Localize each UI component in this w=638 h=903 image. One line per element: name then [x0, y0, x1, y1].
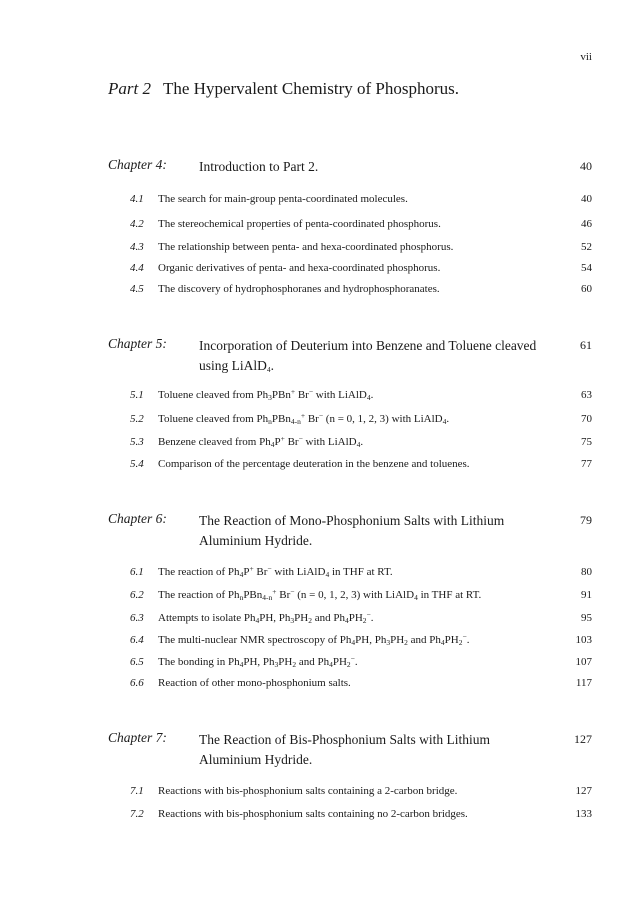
section-page: 95 [581, 612, 592, 624]
section-row [130, 785, 592, 803]
chapter-title: The Reaction of Mono-Phosphonium Salts with Lithium Aluminium Hydride. [199, 513, 505, 548]
section-page: 63 [581, 389, 592, 401]
section-number: 5.1 [130, 389, 144, 401]
part-title: The Hypervalent Chemistry of Phosphorus. [162, 79, 460, 98]
section-page: 103 [575, 634, 592, 646]
section-number: 4.2 [130, 218, 144, 230]
section-title: The relationship between penta- and hexa-coordinated phosphorus. [158, 241, 454, 253]
section-title: Toluene cleaved from $Ph_nPBn_{4-n}^+$ Br− (n = 0, 1, 2, 3) with LiAlD$_4$. [158, 411, 450, 426]
chapter-label: Chapter 5: [108, 336, 167, 351]
section-number: 5.2 [130, 413, 144, 425]
section-number: 5.3 [130, 436, 144, 448]
chapter-page: 40 [580, 159, 592, 173]
section-number: 4.3 [130, 241, 144, 253]
section-title: Benzene cleaved from $Ph_4P^+$ Br− with LiAlD$_4$. [158, 434, 364, 449]
section-title: Toluene cleaved from $Ph_3PBn^+$ Br− with LiAlD$_4$. [158, 387, 374, 402]
section-title: Organic derivatives of penta- and hexa-coordinated phosphorus. [158, 262, 441, 274]
section-row [130, 389, 592, 407]
section-number: 7.1 [130, 785, 144, 797]
section-page: 40 [581, 193, 592, 205]
section-number: 6.3 [130, 612, 144, 624]
section-page: 80 [581, 566, 592, 578]
section-title: The bonding in $Ph_4PH$, $Ph_3PH_2$ and $Ph_4PH_2^-$. [158, 654, 358, 669]
section-page: 127 [575, 785, 592, 797]
section-row [130, 193, 592, 211]
chapter-title: Incorporation of Deuterium into Benzene and Toluene cleaved using LiAlD$_4$. [199, 338, 537, 374]
section-row [130, 283, 592, 301]
section-page: 117 [575, 677, 592, 689]
part-heading [108, 79, 459, 99]
section-row [130, 634, 592, 652]
section-page: 70 [581, 413, 592, 425]
section-page: 75 [581, 436, 592, 448]
section-title: Reactions with bis-phosphonium salts containing a 2-carbon bridge. [158, 785, 458, 797]
section-row [130, 218, 592, 236]
section-title: The reaction of $Ph_nPBn_{4-n}^+$ Br− (n = 0, 1, 2, 3) with LiAlD$_4$ in THF at RT. [158, 587, 482, 602]
section-title: Reaction of other mono-phosphonium salts. [158, 677, 351, 689]
section-row [130, 677, 592, 695]
chapter-title: Introduction to Part 2. [199, 159, 319, 174]
chapter-label: Chapter 4: [108, 157, 167, 172]
section-row [130, 612, 592, 630]
section-row [130, 566, 592, 584]
section-row [130, 808, 592, 826]
section-title: Attempts to isolate $Ph_4PH$, $Ph_3PH_2$ and $Ph_4PH_2^-$. [158, 610, 374, 625]
section-title: The multi-nuclear NMR spectroscopy of $Ph_4PH$, $Ph_3PH_2$ and $Ph_4PH_2^-$. [158, 632, 470, 647]
section-title: The stereochemical properties of penta-coordinated phosphorus. [158, 218, 441, 230]
chapter-label: Chapter 7: [108, 730, 167, 745]
section-row [130, 656, 592, 674]
part-label: Part 2 [108, 79, 151, 98]
chapter-page: 61 [580, 338, 592, 352]
section-row [130, 262, 592, 280]
section-row [130, 413, 592, 431]
section-title: The discovery of hydrophosphoranes and hydrophosphoranates. [158, 283, 440, 295]
section-title: Reactions with bis-phosphonium salts containing no 2-carbon bridges. [158, 808, 468, 820]
section-title: The search for main-group penta-coordinated molecules. [158, 193, 408, 205]
section-row [130, 436, 592, 454]
section-number: 6.4 [130, 634, 144, 646]
chapter-label: Chapter 6: [108, 511, 167, 526]
section-title: The reaction of $Ph_4P^+$ Br− with LiAlD$_4$ in THF at RT. [158, 564, 393, 579]
section-page: 54 [581, 262, 592, 274]
section-number: 6.1 [130, 566, 144, 578]
section-page: 107 [575, 656, 592, 668]
section-title: Comparison of the percentage deuteration in the benzene and toluenes. [158, 458, 470, 470]
page-number: vii [580, 51, 592, 63]
section-page: 77 [581, 458, 592, 470]
section-number: 4.5 [130, 283, 144, 295]
section-page: 52 [581, 241, 592, 253]
section-number: 4.4 [130, 262, 144, 274]
section-page: 91 [581, 589, 592, 601]
section-number: 6.2 [130, 589, 144, 601]
section-number: 7.2 [130, 808, 144, 820]
chapter-page: 79 [580, 513, 592, 527]
section-number: 5.4 [130, 458, 144, 470]
section-number: 4.1 [130, 193, 144, 205]
section-number: 6.5 [130, 656, 144, 668]
section-page: 46 [581, 218, 592, 230]
chapter-title: The Reaction of Bis-Phosphonium Salts with Lithium Aluminium Hydride. [199, 732, 490, 767]
section-number: 6.6 [130, 677, 144, 689]
section-page: 133 [575, 808, 592, 820]
section-row [130, 458, 592, 476]
section-row [130, 589, 592, 607]
section-page: 60 [581, 283, 592, 295]
chapter-page: 127 [574, 732, 592, 746]
section-row [130, 241, 592, 259]
